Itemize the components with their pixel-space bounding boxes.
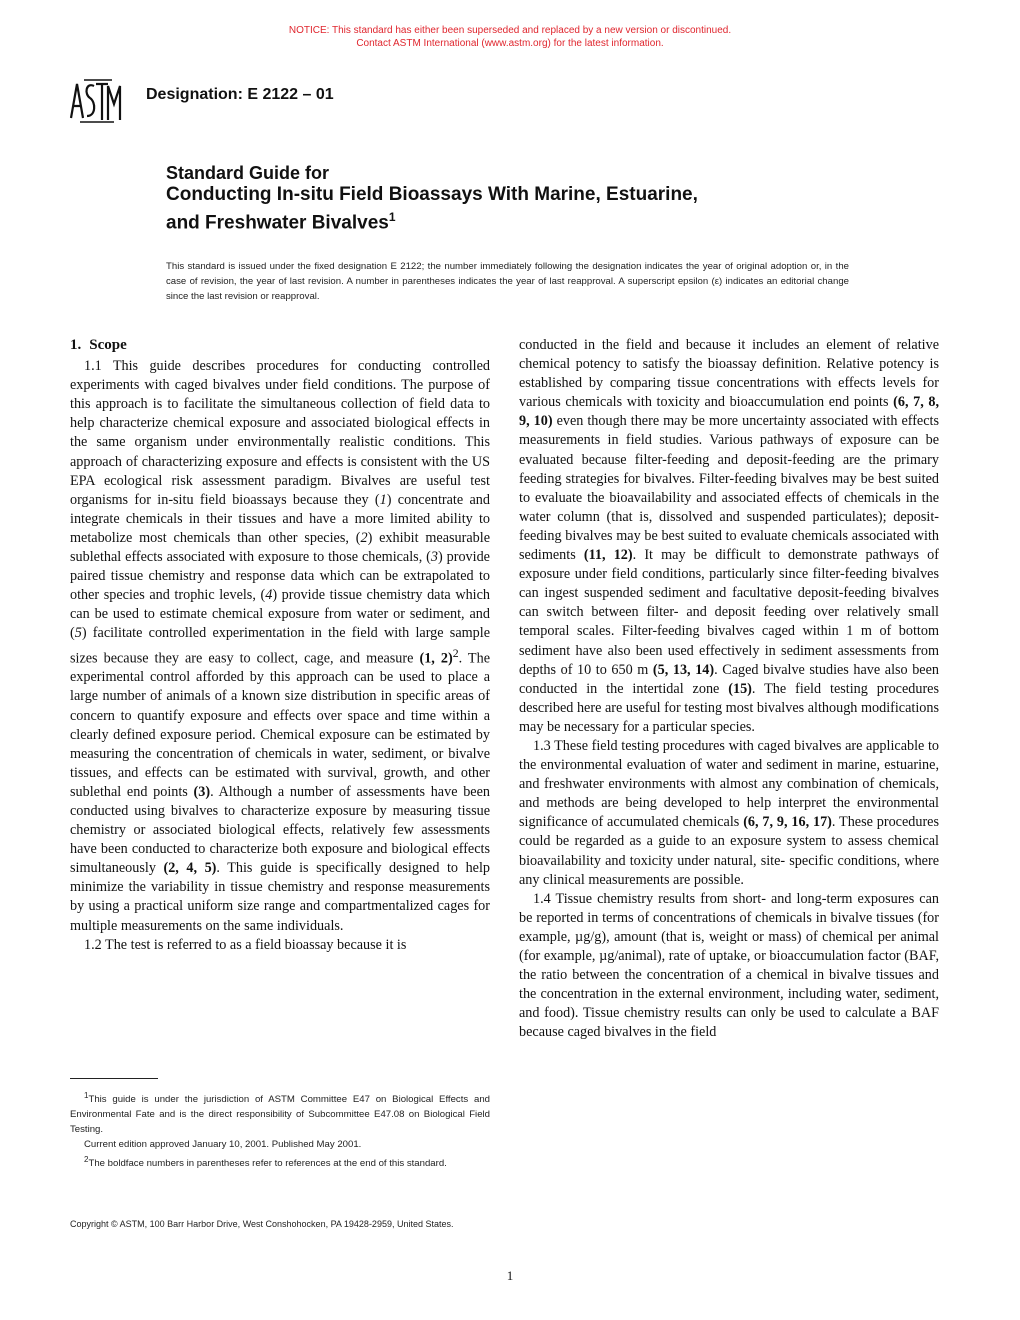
reference-link: (6, 7, 9, 16, 17) <box>743 814 832 831</box>
astm-logo-icon <box>68 78 122 124</box>
reference-link: (2, 4, 5) <box>163 860 217 877</box>
footnote-ref: 2 <box>452 645 459 660</box>
right-column <box>519 336 939 1042</box>
title-line-3 <box>166 206 886 234</box>
reference-link: (6, 7, 8, 9, 10) <box>519 394 940 430</box>
document-title <box>166 162 886 234</box>
title-line-1: Standard Guide for <box>166 163 330 183</box>
title-line-2: Conducting In-situ Field Bioassays With Marine, Estuarine, <box>166 184 698 205</box>
reference-link: (3) <box>193 783 211 800</box>
designation: Designation: E 2122 – 01 <box>146 86 334 103</box>
footnotes <box>70 1088 490 1171</box>
paragraph-1-4: 1.4 Tissue chemistry results from short- and long-term exposures can be reported in terms of concentrations of chemicals in bivalve tissues (for example, µg/g), amount (that is, weight or mass) of chemical per animal (for example, µg/animal), rate of uptake, or bioaccumulation factor (BAF, the ratio between the concentration of a chemical in bivalve tissues and the concentration in the external environment, including water, sediment, and food). Tissue chemistry results can only be used to calculate a BAF because caged bivalves in the field <box>519 890 939 1041</box>
copyright: Copyright © ASTM, 100 Barr Harbor Drive, West Conshohocken, PA 19428-2959, United States. <box>70 1219 454 1229</box>
title-line-3-text: and Freshwater Bivalves <box>166 212 389 234</box>
section-heading <box>70 336 490 355</box>
paragraph-1-2-cont: conducted in the field and because it includes an element of relative chemical potency to satisfy the bioassay definition. Relative potency is established by comparing tissue concentrations with effects levels for various chemicals with toxicity and bioaccumulation end points (6, 7, 8, 9, 10) even though there may be more uncertainty associated with effects measurements in field studies. Various pathways of exposure can be evaluated because filter-feeding and deposit-feeding are the primary feeding strategies for bivalves. Filter-feeding bivalves may be best suited to evaluate the bioavailability and associated effects of chemicals in the water column (that is, dissolved and suspended particulates); deposit-feeding bivalves may be best suited to evaluate chemicals associated with sediments (11, 12). It may be difficult to demonstrate pathways of exposure under field conditions, particularly since filter-feeding bivalves can ingest suspended sediment and facultative deposit-feeding bivalves can switch between filter- and deposit feeding over relatively small temporal scales. Filter-feeding bivalves caged within 1 m of bottom sediment have also been used effectively in sediment assessments from depths of 10 to 650 m (5, 13, 14). Caged bivalve studies have also been conducted in the intertidal zone (15). The field testing procedures described here are useful for testing most bivalves although modifications may be necessary for a particular species. <box>519 337 940 735</box>
notice-line-1: NOTICE: This standard has either been superseded and replaced by a new version or discontinued. <box>288 25 732 36</box>
notice-line-2: Contact ASTM International (www.astm.org) for the latest information. <box>356 38 664 49</box>
reference-link: (5, 13, 14) <box>652 661 715 678</box>
reference-link: (11, 12) <box>583 547 633 564</box>
section-number: 1. <box>70 337 82 353</box>
paragraph-1-3: 1.3 These field testing procedures with caged bivalves are applicable to the environmental evaluation of water and sediment in marine, estuarine, and freshwater environments with almost any combination of chemicals, and methods are being developed to help interpret the environmental significance of accumulated chemicals (6, 7, 9, 16, 17). These procedures could be regarded as a guide to an exposure system to assess chemical bioavailability and toxicity under natural, site- specific conditions, where any clinical measurements are possible. <box>519 737 939 888</box>
astm-logo <box>68 78 122 124</box>
reference-link: (1, 2) <box>419 650 453 667</box>
page-number: 1 <box>506 1268 514 1283</box>
title-footnote-mark: 1 <box>388 210 396 224</box>
footnote-2: $^2$The boldface numbers in parentheses refer to references at the end of this standard. <box>84 1155 447 1170</box>
issue-note: This standard is issued under the fixed designation E 2122; the number immediately following the designation indicates the year of original adoption or, in the case of revision, the year of last revision. A number in parentheses indicates the year of last reapproval. A superscript epsilon (ε) indicates an editorial change since the last revision or reapproval. <box>166 261 849 302</box>
supersede-notice <box>0 24 1020 50</box>
reference-link: (15) <box>728 680 752 697</box>
footnote-rule <box>70 1078 158 1079</box>
footnote-1: $^1$This guide is under the jurisdiction of ASTM Committee E47 on Biological Effects and Environmental Fate and is the direct responsibility of Subcommittee E47.08 on Biological Field Testing. <box>70 1091 490 1136</box>
section-title: Scope <box>89 337 127 353</box>
left-column <box>70 336 490 955</box>
paragraph-1-2-start: 1.2 The test is referred to as a field bioassay because it is <box>84 936 407 953</box>
footnote-1-edition: Current edition approved January 10, 2001. Published May 2001. <box>84 1139 362 1151</box>
paragraph-1-1: 1.1 This guide describes procedures for conducting controlled experiments with caged bivalves under field conditions. The purpose of this approach is to facilitate the simultaneous collection of field data to help characterize chemical exposure and associated biological effects in the same organism under environmentally realistic conditions. This approach of characterizing exposure and effects is consistent with the US EPA ecological risk assessment paradigm. Bivalves are useful test organisms for in-situ field bioassays because they (1) concentrate and integrate chemicals in their tissues and have a more limited ability to metabolize most chemicals than other species, (2) exhibit measurable sublethal effects associated with exposure to those chemicals, (3) provide paired tissue chemistry and response data which can be extrapolated to other species and trophic levels, (4) provide tissue chemistry data which can be used to estimate chemical exposure from water or sediment, and (5) facilitate controlled experimentation in the field with large sample sizes because they are easy to collect, cage, and measure (1, 2)$^2$. The experimental control afforded by this approach can be used to place a large number of animals of a known size distribution in specific areas of concern to quantify exposure and effects over space and time within a clearly defined exposure period. Chemical exposure can be estimated by measuring the concentration of chemicals in water, sediment, or bivalve tissues, and effects can be estimated with survival, growth, and other sublethal end points (3). Although a number of assessments have been conducted using bivalves to characterize exposure by measuring tissue chemistry or associated biological effects, relatively few assessments have been conducted to characterize both exposure and biological effects simultaneously (2, 4, 5). This guide is specifically designed to help minimize the variability in tissue chemistry and response measurements by using a practical uniform size range and compartmentalized cages for multiple measurements on the same individuals. <box>70 358 490 934</box>
